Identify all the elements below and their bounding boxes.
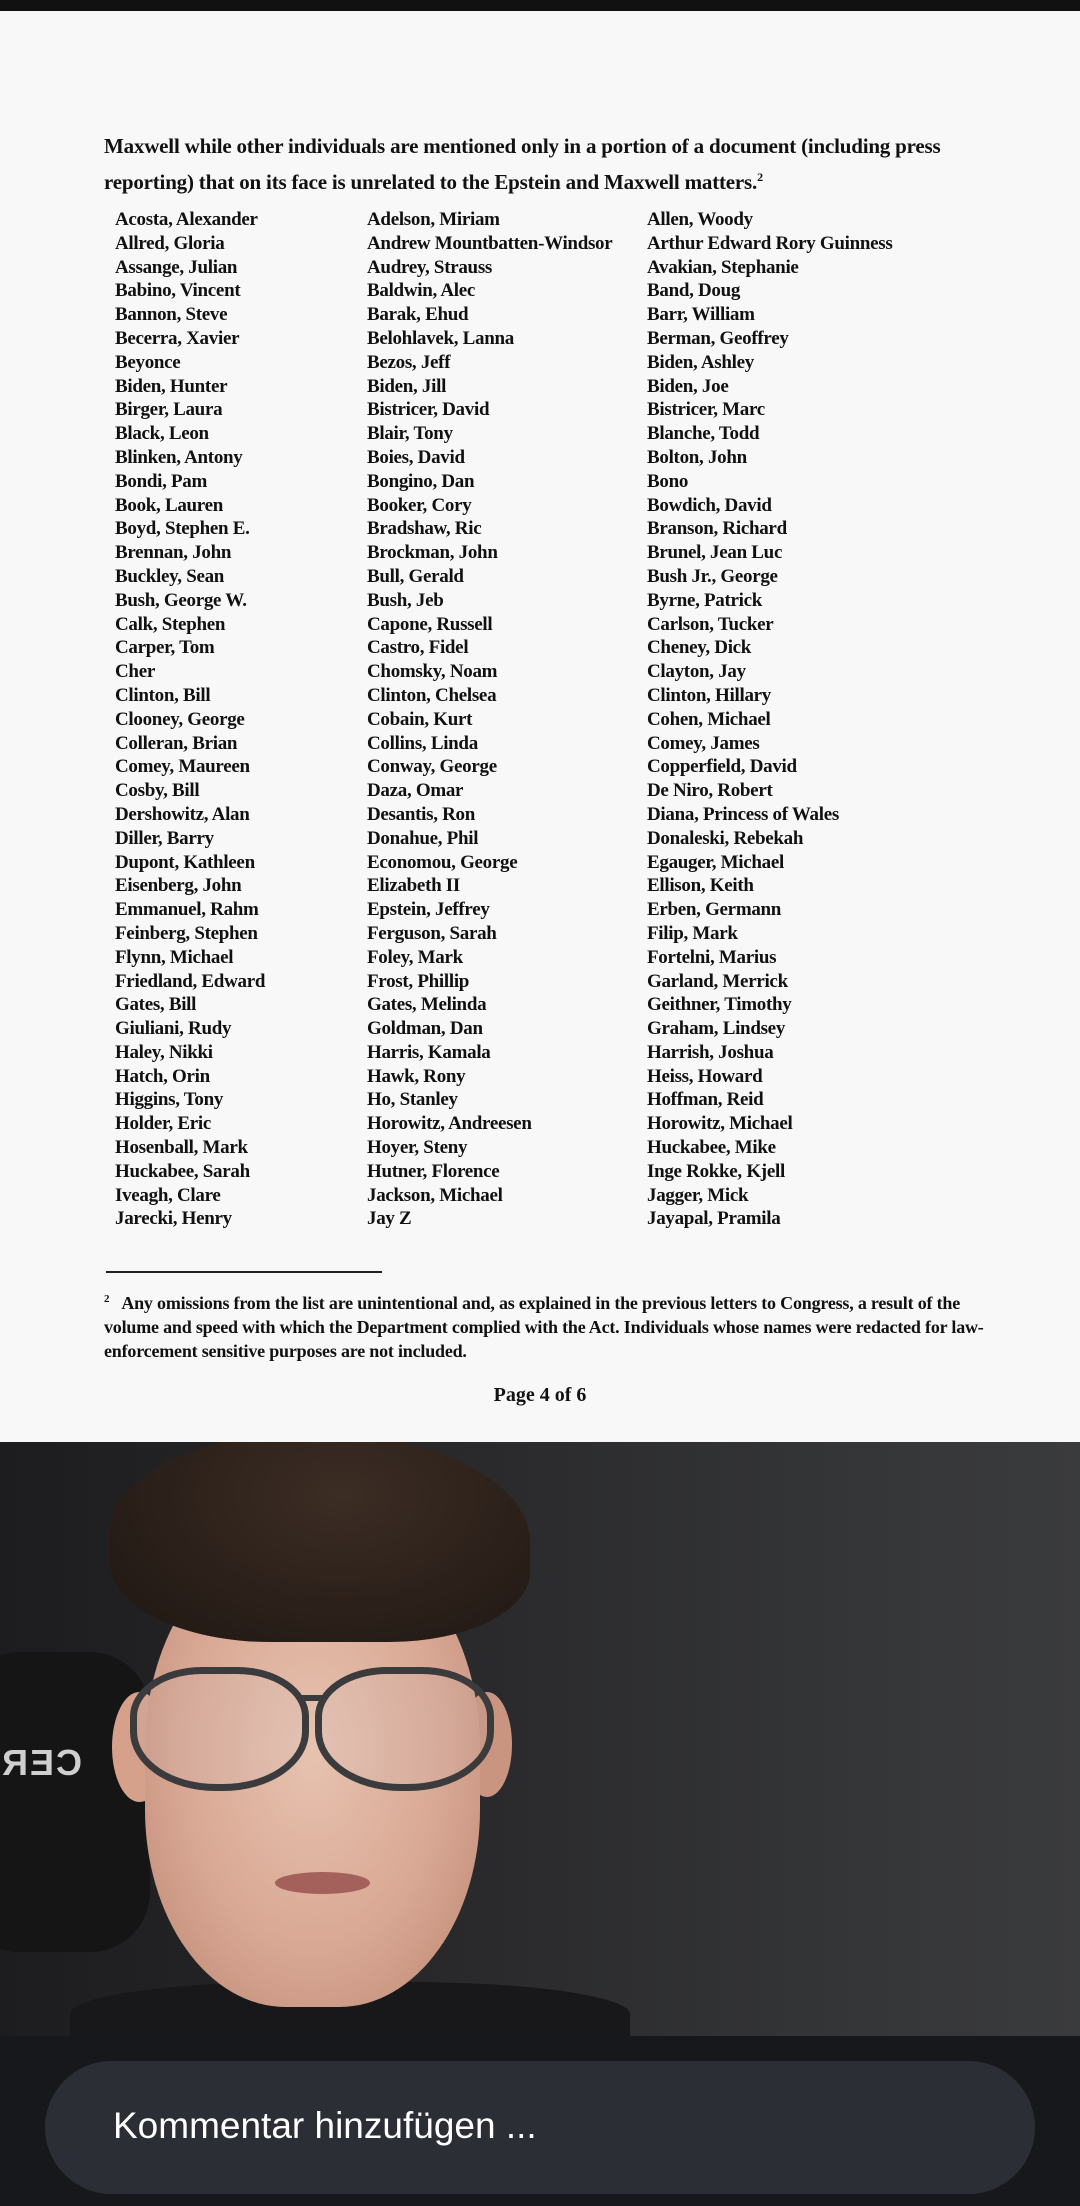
name-entry: Biden, Ashley: [647, 351, 754, 373]
name-entry: Bistricer, Marc: [647, 399, 765, 421]
name-entry: Egauger, Michael: [647, 851, 784, 873]
name-entry: Cher: [115, 661, 155, 683]
intro-line-1: Maxwell while other individuals are mentioned only in a portion of a document (including press: [104, 134, 941, 158]
name-entry: Horowitz, Michael: [647, 1113, 793, 1135]
name-entry: Avakian, Stephanie: [647, 256, 799, 278]
name-entry: Giuliani, Rudy: [115, 1018, 232, 1040]
name-entry: Allen, Woody: [647, 209, 753, 230]
name-entry: Friedland, Edward: [115, 970, 266, 992]
name-entry: Cobain, Kurt: [367, 708, 473, 730]
name-entry: Clinton, Chelsea: [367, 684, 497, 706]
footnote: [104, 1287, 1014, 1363]
names-column-1: [115, 208, 265, 1231]
name-entry: Bull, Gerald: [367, 565, 464, 587]
name-entry: Foley, Mark: [367, 946, 463, 968]
name-entry: Garland, Merrick: [647, 970, 788, 992]
comment-input[interactable]: [45, 2061, 1035, 2194]
page-number: Page 4 of 6: [493, 1384, 587, 1406]
name-entry: Feinberg, Stephen: [115, 922, 258, 944]
name-entry: Cosby, Bill: [115, 780, 200, 802]
name-entry: Desantis, Ron: [367, 803, 476, 825]
name-entry: Brockman, John: [367, 542, 498, 564]
name-entry: Conway, George: [367, 756, 497, 778]
name-entry: Huckabee, Sarah: [115, 1160, 250, 1182]
name-entry: Audrey, Strauss: [367, 256, 493, 278]
name-entry: Hoffman, Reid: [647, 1089, 764, 1111]
name-entry: Beyonce: [115, 351, 181, 373]
footnote-text: Any omissions from the list are unintentional and, as explained in the previous letters to Congress, a result of the volume and speed with which the Department complied with the Act. Individuals whose names were redacted for law-enforcement sensitive purposes are not included.: [104, 1293, 984, 1361]
comment-bar: [0, 2036, 1080, 2206]
name-entry: Castro, Fidel: [367, 637, 469, 659]
name-entry: Erben, Germann: [647, 899, 782, 921]
name-entry: Bush Jr., George: [647, 565, 778, 587]
name-entry: Higgins, Tony: [115, 1089, 224, 1111]
name-entry: Jay Z: [367, 1208, 412, 1230]
name-entry: Heiss, Howard: [647, 1065, 763, 1087]
name-entry: Harrish, Joshua: [647, 1041, 774, 1063]
document-page-image: [0, 11, 1080, 1442]
glasses-lens-left: [130, 1667, 309, 1791]
name-entry: Babino, Vincent: [115, 280, 241, 302]
comment-placeholder: Kommentar hinzufügen ...: [113, 2105, 537, 2146]
name-entry: Byrne, Patrick: [647, 589, 763, 611]
name-entry: Emmanuel, Rahm: [115, 899, 259, 921]
name-entry: Comey, Maureen: [115, 756, 250, 778]
name-entry: Donaleski, Rebekah: [647, 827, 804, 849]
name-entry: Collins, Linda: [367, 732, 478, 754]
name-entry: Eisenberg, John: [115, 875, 242, 897]
name-entry: Clinton, Hillary: [647, 684, 771, 706]
name-entry: Hosenball, Mark: [115, 1137, 248, 1159]
name-entry: Bistricer, David: [367, 399, 490, 421]
name-entry: Flynn, Michael: [115, 946, 234, 968]
name-entry: Allred, Gloria: [115, 232, 225, 254]
name-entry: Biden, Joe: [647, 375, 729, 397]
glasses-lens-right: [315, 1667, 494, 1791]
name-entry: Buckley, Sean: [115, 565, 225, 587]
name-entry: Bannon, Steve: [115, 304, 228, 326]
name-entry: Bolton, John: [647, 446, 747, 468]
names-column-3: [647, 208, 892, 1231]
name-entry: Bongino, Dan: [367, 470, 475, 492]
name-entry: Cheney, Dick: [647, 637, 752, 659]
name-entry: Bush, Jeb: [367, 589, 444, 611]
name-entry: Band, Doug: [647, 280, 741, 302]
name-entry: Bono: [647, 470, 689, 492]
intro-line-2: reporting) that on its face is unrelated to the Epstein and Maxwell matters.: [104, 170, 758, 194]
name-entry: Gates, Bill: [115, 994, 197, 1016]
name-entry: Book, Lauren: [115, 494, 223, 516]
name-entry: Daza, Omar: [367, 780, 464, 802]
name-entry: Capone, Russell: [367, 613, 493, 635]
name-entry: Frost, Phillip: [367, 970, 470, 992]
name-entry: Brunel, Jean Luc: [647, 542, 783, 564]
name-entry: Fortelni, Marius: [647, 946, 777, 968]
name-entry: Gates, Melinda: [367, 994, 487, 1016]
name-entry: Biden, Jill: [367, 375, 447, 397]
name-entry: Bondi, Pam: [115, 470, 208, 492]
name-entry: Diller, Barry: [115, 827, 214, 849]
name-entry: Branson, Richard: [647, 518, 787, 540]
name-entry: Graham, Lindsey: [647, 1018, 786, 1040]
name-entry: Copperfield, David: [647, 756, 797, 778]
name-entry: Andrew Mountbatten-Windsor: [367, 232, 613, 254]
name-entry: Holder, Eric: [115, 1113, 211, 1135]
name-entry: Elizabeth II: [367, 875, 460, 897]
name-entry: Bowdich, David: [647, 494, 772, 516]
name-entry: Filip, Mark: [647, 922, 738, 944]
name-entry: Colleran, Brian: [115, 732, 238, 754]
presenter: [90, 1442, 530, 2036]
name-entry: Dershowitz, Alan: [115, 803, 250, 825]
intro-footnote-mark: 2: [757, 170, 763, 184]
top-status-strip: [0, 0, 1080, 11]
name-entry: Adelson, Miriam: [367, 209, 500, 230]
glasses-icon: [130, 1667, 510, 1777]
name-entry: Hawk, Rony: [367, 1065, 466, 1087]
presenter-mouth: [275, 1872, 370, 1894]
presenter-hair: [110, 1442, 530, 1642]
name-entry: Bradshaw, Ric: [367, 518, 482, 540]
name-entry: Birger, Laura: [115, 399, 223, 421]
name-entry: Epstein, Jeffrey: [367, 899, 490, 921]
name-entry: Jagger, Mick: [647, 1184, 749, 1206]
footnote-mark: 2: [104, 1293, 110, 1305]
name-entry: Iveagh, Clare: [115, 1184, 221, 1206]
name-entry: Bush, George W.: [115, 589, 247, 611]
name-entry: Berman, Geoffrey: [647, 327, 789, 349]
name-entry: Arthur Edward Rory Guinness: [647, 232, 893, 254]
name-entry: Boyd, Stephen E.: [115, 518, 250, 540]
name-entry: De Niro, Robert: [647, 780, 773, 802]
name-entry: Comey, James: [647, 732, 760, 754]
name-entry: Ellison, Keith: [647, 875, 754, 897]
name-entry: Inge Rokke, Kjell: [647, 1160, 785, 1182]
name-entry: Acosta, Alexander: [115, 209, 258, 230]
name-entry: Barak, Ehud: [367, 304, 469, 326]
name-entry: Ferguson, Sarah: [367, 922, 497, 944]
name-entry: Jayapal, Pramila: [647, 1208, 781, 1230]
name-entry: Carper, Tom: [115, 637, 215, 659]
name-entry: Diana, Princess of Wales: [647, 803, 839, 825]
name-entry: Huckabee, Mike: [647, 1137, 776, 1159]
name-entry: Blanche, Todd: [647, 423, 760, 445]
name-entry: Hoyer, Steny: [367, 1137, 468, 1159]
name-entry: Jackson, Michael: [367, 1184, 503, 1206]
name-entry: Booker, Cory: [367, 494, 472, 516]
name-entry: Becerra, Xavier: [115, 327, 240, 349]
name-entry: Horowitz, Andreesen: [367, 1113, 532, 1135]
name-entry: Clayton, Jay: [647, 661, 746, 683]
name-entry: Black, Leon: [115, 423, 209, 445]
name-entry: Economou, George: [367, 851, 518, 873]
name-entry: Goldman, Dan: [367, 1018, 483, 1040]
name-entry: Assange, Julian: [115, 256, 238, 278]
name-entry: Harris, Kamala: [367, 1041, 491, 1063]
name-entry: Jarecki, Henry: [115, 1208, 232, 1230]
name-entry: Donahue, Phil: [367, 827, 479, 849]
name-entry: Blinken, Antony: [115, 446, 243, 468]
name-entry: Bezos, Jeff: [367, 351, 451, 373]
name-entry: Brennan, John: [115, 542, 232, 564]
name-entry: Barr, William: [647, 304, 755, 326]
name-entry: Chomsky, Noam: [367, 661, 498, 683]
name-entry: Blair, Tony: [367, 423, 453, 445]
name-entry: Dupont, Kathleen: [115, 851, 255, 873]
chair-brand-text: CER: [0, 1742, 83, 1783]
name-entry: Cohen, Michael: [647, 708, 771, 730]
name-entry: Hatch, Orin: [115, 1065, 210, 1087]
name-entry: Carlson, Tucker: [647, 613, 774, 635]
video-frame[interactable]: [0, 1442, 1080, 2036]
name-entry: Haley, Nikki: [115, 1041, 213, 1063]
name-entry: Belohlavek, Lanna: [367, 327, 514, 349]
name-entry: Clinton, Bill: [115, 684, 211, 706]
intro-paragraph: [104, 131, 1004, 198]
footnote-divider: [106, 1271, 382, 1273]
name-entry: Biden, Hunter: [115, 375, 228, 397]
name-entry: Hutner, Florence: [367, 1160, 500, 1182]
names-column-2: [367, 208, 612, 1231]
name-entry: Ho, Stanley: [367, 1089, 458, 1111]
name-entry: Boies, David: [367, 446, 465, 468]
name-entry: Baldwin, Alec: [367, 280, 476, 302]
name-entry: Calk, Stephen: [115, 613, 226, 635]
name-entry: Geithner, Timothy: [647, 994, 792, 1016]
name-entry: Clooney, George: [115, 708, 245, 730]
